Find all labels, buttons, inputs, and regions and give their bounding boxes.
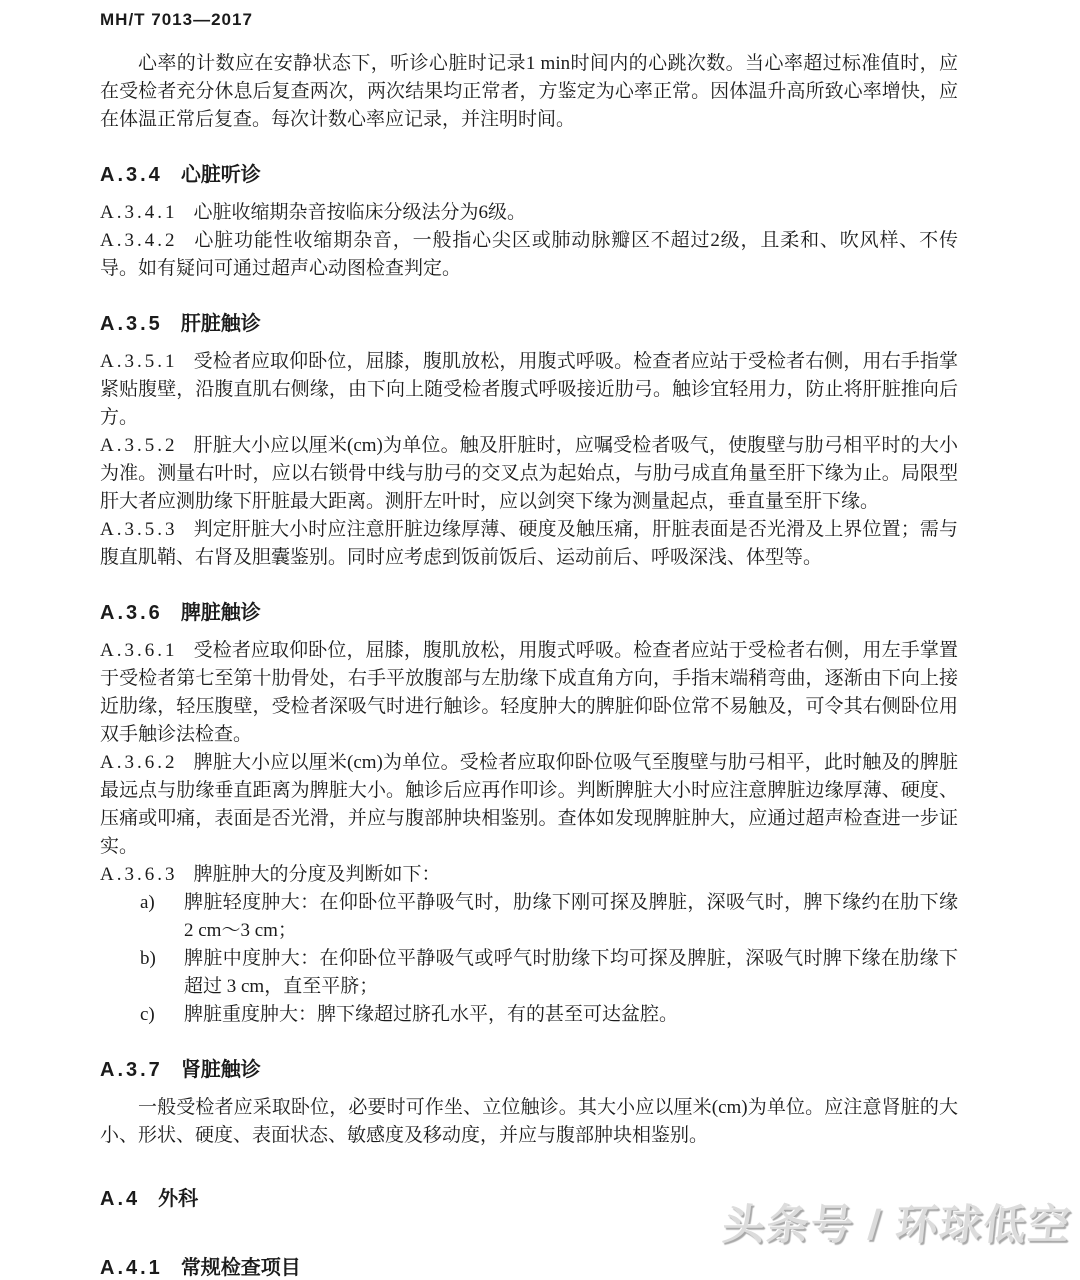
section-heading (100, 1251, 958, 1280)
clause (100, 199, 958, 227)
clause-number: A.3.6.1 (100, 640, 178, 661)
clause-text: 受检者应取仰卧位，屈膝，腹肌放松，用腹式呼吸。检查者应站于受检者右侧，用右手指掌紧贴腹壁，沿腹直肌右侧缘，由下向上随受检者腹式呼吸接近肋弓。触诊宜轻用力，防止将肝脏推向后方。 (100, 351, 958, 428)
list-item (100, 889, 958, 945)
clause-number: A.3.5.3 (100, 519, 178, 540)
list-item (100, 1001, 958, 1029)
clause-text: 脾脏大小应以厘米(cm)为单位。受检者应取仰卧位吸气至腹壁与肋弓相平，此时触及的脾脏最远点与肋缘垂直距离为脾脏大小。触诊后应再作叩诊。判断脾脏大小时应注意脾脏边缘厚薄、硬度、压痛或叩痛，表面是否光滑，并应与腹部肿块相鉴别。查体如发现脾脏肿大，应通过超声检查进一步证实。 (100, 752, 958, 857)
list-item (100, 945, 958, 1001)
heading-title: 肾脏触诊 (180, 1059, 261, 1081)
clause-text: 心脏功能性收缩期杂音，一般指心尖区或肺动脉瓣区不超过2级，且柔和、吹风样、不传导。如有疑问可通过超声心动图检查判定。 (100, 230, 958, 279)
heading-number: A.3.4 (100, 164, 163, 186)
clause (100, 432, 958, 516)
clause-text: 受检者应取仰卧位，屈膝，腹肌放松，用腹式呼吸。检查者应站于受检者右侧，用左手掌置于受检者第七至第十肋骨处，右手平放腹部与左肋缘下成直角方向，手指末端稍弯曲，逐渐由下向上接近肋缘，轻压腹壁，受检者深吸气时进行触诊。轻度肿大的脾脏仰卧位常不易触及，可令其右侧卧位用双手触诊法检查。 (100, 640, 958, 745)
clause-number: A.3.5.2 (100, 435, 178, 456)
heading-title: 常规检查项目 (180, 1257, 301, 1279)
section-heading (100, 596, 958, 625)
clause-text: 判定肝脏大小时应注意肝脏边缘厚薄、硬度及触压痛，肝脏表面是否光滑及上界位置；需与腹直肌鞘、右肾及胆囊鉴别。同时应考虑到饭前饭后、运动前后、呼吸深浅、体型等。 (100, 519, 958, 568)
list-text: 脾脏轻度肿大：在仰卧位平静吸气时，肋缘下刚可探及脾脏，深吸气时，脾下缘约在肋下缘 2 cm～3 cm； (184, 892, 958, 941)
list-text: 脾脏重度肿大：脾下缘超过脐孔水平，有的甚至可达盆腔。 (184, 1004, 679, 1025)
clause (100, 227, 958, 283)
heading-title: 肝脏触诊 (180, 313, 261, 335)
clause (100, 348, 958, 432)
heading-title: 心脏听诊 (180, 164, 261, 186)
clause (100, 861, 958, 889)
heading-title: 脾脏触诊 (180, 602, 261, 624)
clause-number: A.3.6.2 (100, 752, 178, 773)
paragraph: 心率的计数应在安静状态下，听诊心脏时记录1 min时间内的心跳次数。当心率超过标准值时，应在受检者充分休息后复查两次，两次结果均正常者，方鉴定为心率正常。因体温升高所致心率增快，应在体温正常后复查。每次计数心率应记录，并注明时间。 (100, 53, 958, 130)
clause-text: 肝脏大小应以厘米(cm)为单位。触及肝脏时，应嘱受检者吸气，使腹壁与肋弓相平时的大小为准。测量右叶时，应以右锁骨中线与肋弓的交叉点为起始点，与肋弓成直角量至肝下缘为止。局限型肝大者应测肋缘下肝脏最大距离。测肝左叶时，应以剑突下缘为测量起点，垂直量至肝下缘。 (100, 435, 958, 512)
doc-number: MH/T 7013—2017 (100, 10, 253, 29)
section-heading (100, 158, 958, 187)
clause-number: A.3.4.1 (100, 202, 178, 223)
clause-text: 脾脏肿大的分度及判断如下： (193, 864, 441, 885)
clause-text: 心脏收缩期杂音按临床分级法分为6级。 (193, 202, 526, 223)
list-label: a) (140, 892, 155, 913)
heading-number: A.3.5 (100, 313, 163, 335)
paragraph: 一般受检者应采取卧位，必要时可作坐、立位触诊。其大小应以厘米(cm)为单位。应注意肾脏的大小、形状、硬度、表面状态、敏感度及移动度，并应与腹部肿块相鉴别。 (100, 1097, 958, 1146)
heading-number: A.4 (100, 1188, 141, 1210)
section-heading (100, 1053, 958, 1082)
clause-number: A.3.5.1 (100, 351, 178, 372)
heading-number: A.3.7 (100, 1059, 163, 1081)
list-label: b) (140, 948, 156, 969)
clause-number: A.3.4.2 (100, 230, 178, 251)
list-label: c) (140, 1004, 155, 1025)
heading-number: A.4.1 (100, 1257, 163, 1279)
heading-number: A.3.6 (100, 602, 163, 624)
clause (100, 516, 958, 572)
watermark: 头条号 / 环球低空 (720, 1201, 1075, 1248)
clause (100, 749, 958, 861)
clause (100, 637, 958, 749)
clause-number: A.3.6.3 (100, 864, 178, 885)
section-heading (100, 307, 958, 336)
document-body (100, 50, 958, 1280)
list-text: 脾脏中度肿大：在仰卧位平静吸气或呼气时肋缘下均可探及脾脏，深吸气时脾下缘在肋缘下超过 3 cm，直至平脐； (184, 948, 958, 997)
heading-title: 外科 (158, 1188, 199, 1210)
